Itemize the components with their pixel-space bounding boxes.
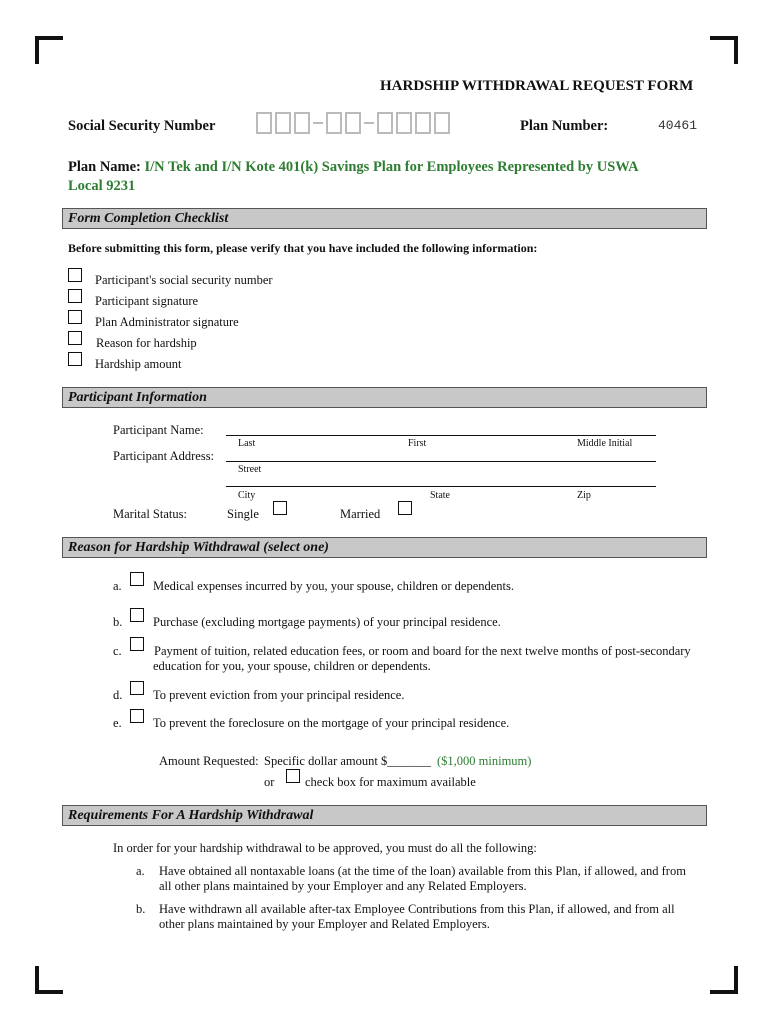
corner-mark-top-left: [35, 36, 63, 64]
last-name-caption: Last: [238, 438, 256, 449]
city-caption: City: [238, 490, 256, 501]
corner-mark-bottom-left: [35, 966, 63, 994]
form-title: HARDSHIP WITHDRAWAL REQUEST FORM: [380, 78, 694, 94]
requirement-b-letter: b.: [136, 902, 146, 916]
reason-e-text: To prevent the foreclosure on the mortgage of your principal residence.: [153, 716, 510, 730]
reason-a-checkbox[interactable]: [130, 572, 144, 586]
reason-c-letter: c.: [113, 644, 122, 658]
first-name-caption: First: [408, 438, 427, 449]
single-checkbox[interactable]: [273, 501, 287, 515]
requirement-b-line1: Have withdrawn all available after-tax Employee Contributions from this Plan, if allowed, and from all: [159, 902, 675, 916]
reason-d-text: To prevent eviction from your principal residence.: [153, 688, 405, 702]
plan-number-label: Plan Number:: [520, 118, 609, 134]
or-label: or: [264, 775, 275, 789]
requirement-a-letter: a.: [136, 864, 145, 878]
checklist-item-reason: Reason for hardship: [96, 336, 197, 350]
participant-header: Participant Information: [62, 387, 707, 408]
zip-caption: Zip: [577, 490, 591, 501]
reason-a-letter: a.: [113, 579, 122, 593]
checklist-item-ssn: Participant's social security number: [95, 273, 273, 287]
amount-requested-label: Amount Requested:: [159, 754, 259, 768]
plan-name-value-line1: I/N Tek and I/N Kote 401(k) Savings Plan for Employees Represented by USWA: [144, 159, 639, 175]
checklist-item-amount: Hardship amount: [95, 357, 182, 371]
checklist-checkbox-reason[interactable]: [68, 331, 82, 345]
married-label: Married: [340, 507, 381, 521]
plan-name: [68, 158, 708, 196]
max-available-label: check box for maximum available: [305, 775, 476, 789]
requirement-b-line2: other plans maintained by your Employer and Related Employers.: [159, 917, 490, 931]
street-caption: Street: [238, 464, 262, 475]
street-field[interactable]: [226, 461, 656, 462]
reason-c-text-line2: education for you, your spouse, children or dependents.: [153, 659, 431, 673]
marital-status-label: Marital Status:: [113, 507, 187, 521]
reason-b-checkbox[interactable]: [130, 608, 144, 622]
reason-d-letter: d.: [113, 688, 123, 702]
reason-c-checkbox[interactable]: [130, 637, 144, 651]
checklist-checkbox-participant-signature[interactable]: [68, 289, 82, 303]
checklist-checkbox-ssn[interactable]: [68, 268, 82, 282]
plan-name-value-line2: Local 9231: [68, 178, 136, 194]
corner-mark-bottom-right: [710, 966, 738, 994]
max-available-checkbox[interactable]: [286, 769, 300, 783]
checklist-intro: Before submitting this form, please verify that you have included the following information:: [68, 241, 538, 255]
checklist-checkbox-admin-signature[interactable]: [68, 310, 82, 324]
reason-d-checkbox[interactable]: [130, 681, 144, 695]
checklist-item-admin-signature: Plan Administrator signature: [95, 315, 239, 329]
participant-name-label: Participant Name:: [113, 423, 204, 437]
ssn-input[interactable]: [256, 112, 453, 134]
state-caption: State: [430, 490, 450, 501]
requirement-a-line1: Have obtained all nontaxable loans (at the time of the loan) available from this Plan, if allowed, and from: [159, 864, 686, 878]
specific-amount-field[interactable]: Specific dollar amount $_______: [264, 754, 431, 768]
participant-address-label: Participant Address:: [113, 449, 215, 463]
reason-header: Reason for Hardship Withdrawal (select one): [62, 537, 707, 558]
plan-name-label: Plan Name:: [68, 159, 141, 175]
married-checkbox[interactable]: [398, 501, 412, 515]
reason-b-letter: b.: [113, 615, 123, 629]
participant-name-field[interactable]: [226, 435, 656, 436]
city-state-zip-field[interactable]: [226, 486, 656, 487]
checklist-item-participant-signature: Participant signature: [95, 294, 199, 308]
reason-a-text: Medical expenses incurred by you, your spouse, children or dependents.: [153, 579, 515, 593]
reason-e-checkbox[interactable]: [130, 709, 144, 723]
reason-c-text: Payment of tuition, related education fees, or room and board for the next twelve months of post-secondary: [154, 644, 691, 658]
middle-initial-caption: Middle Initial: [577, 438, 633, 449]
corner-mark-top-right: [710, 36, 738, 64]
plan-number-value: 40461: [658, 118, 698, 133]
single-label: Single: [227, 507, 259, 521]
requirement-a-line2: all other plans maintained by your Employer and any Related Employers.: [159, 879, 527, 893]
ssn-label: Social Security Number: [68, 118, 216, 134]
requirements-intro: In order for your hardship withdrawal to be approved, you must do all the following:: [113, 841, 537, 855]
checklist-header: Form Completion Checklist: [62, 208, 707, 229]
reason-b-text: Purchase (excluding mortgage payments) of your principal residence.: [153, 615, 501, 629]
checklist-checkbox-amount[interactable]: [68, 352, 82, 366]
requirements-header: Requirements For A Hardship Withdrawal: [62, 805, 707, 826]
minimum-note: ($1,000 minimum): [437, 754, 532, 768]
reason-e-letter: e.: [113, 716, 122, 730]
